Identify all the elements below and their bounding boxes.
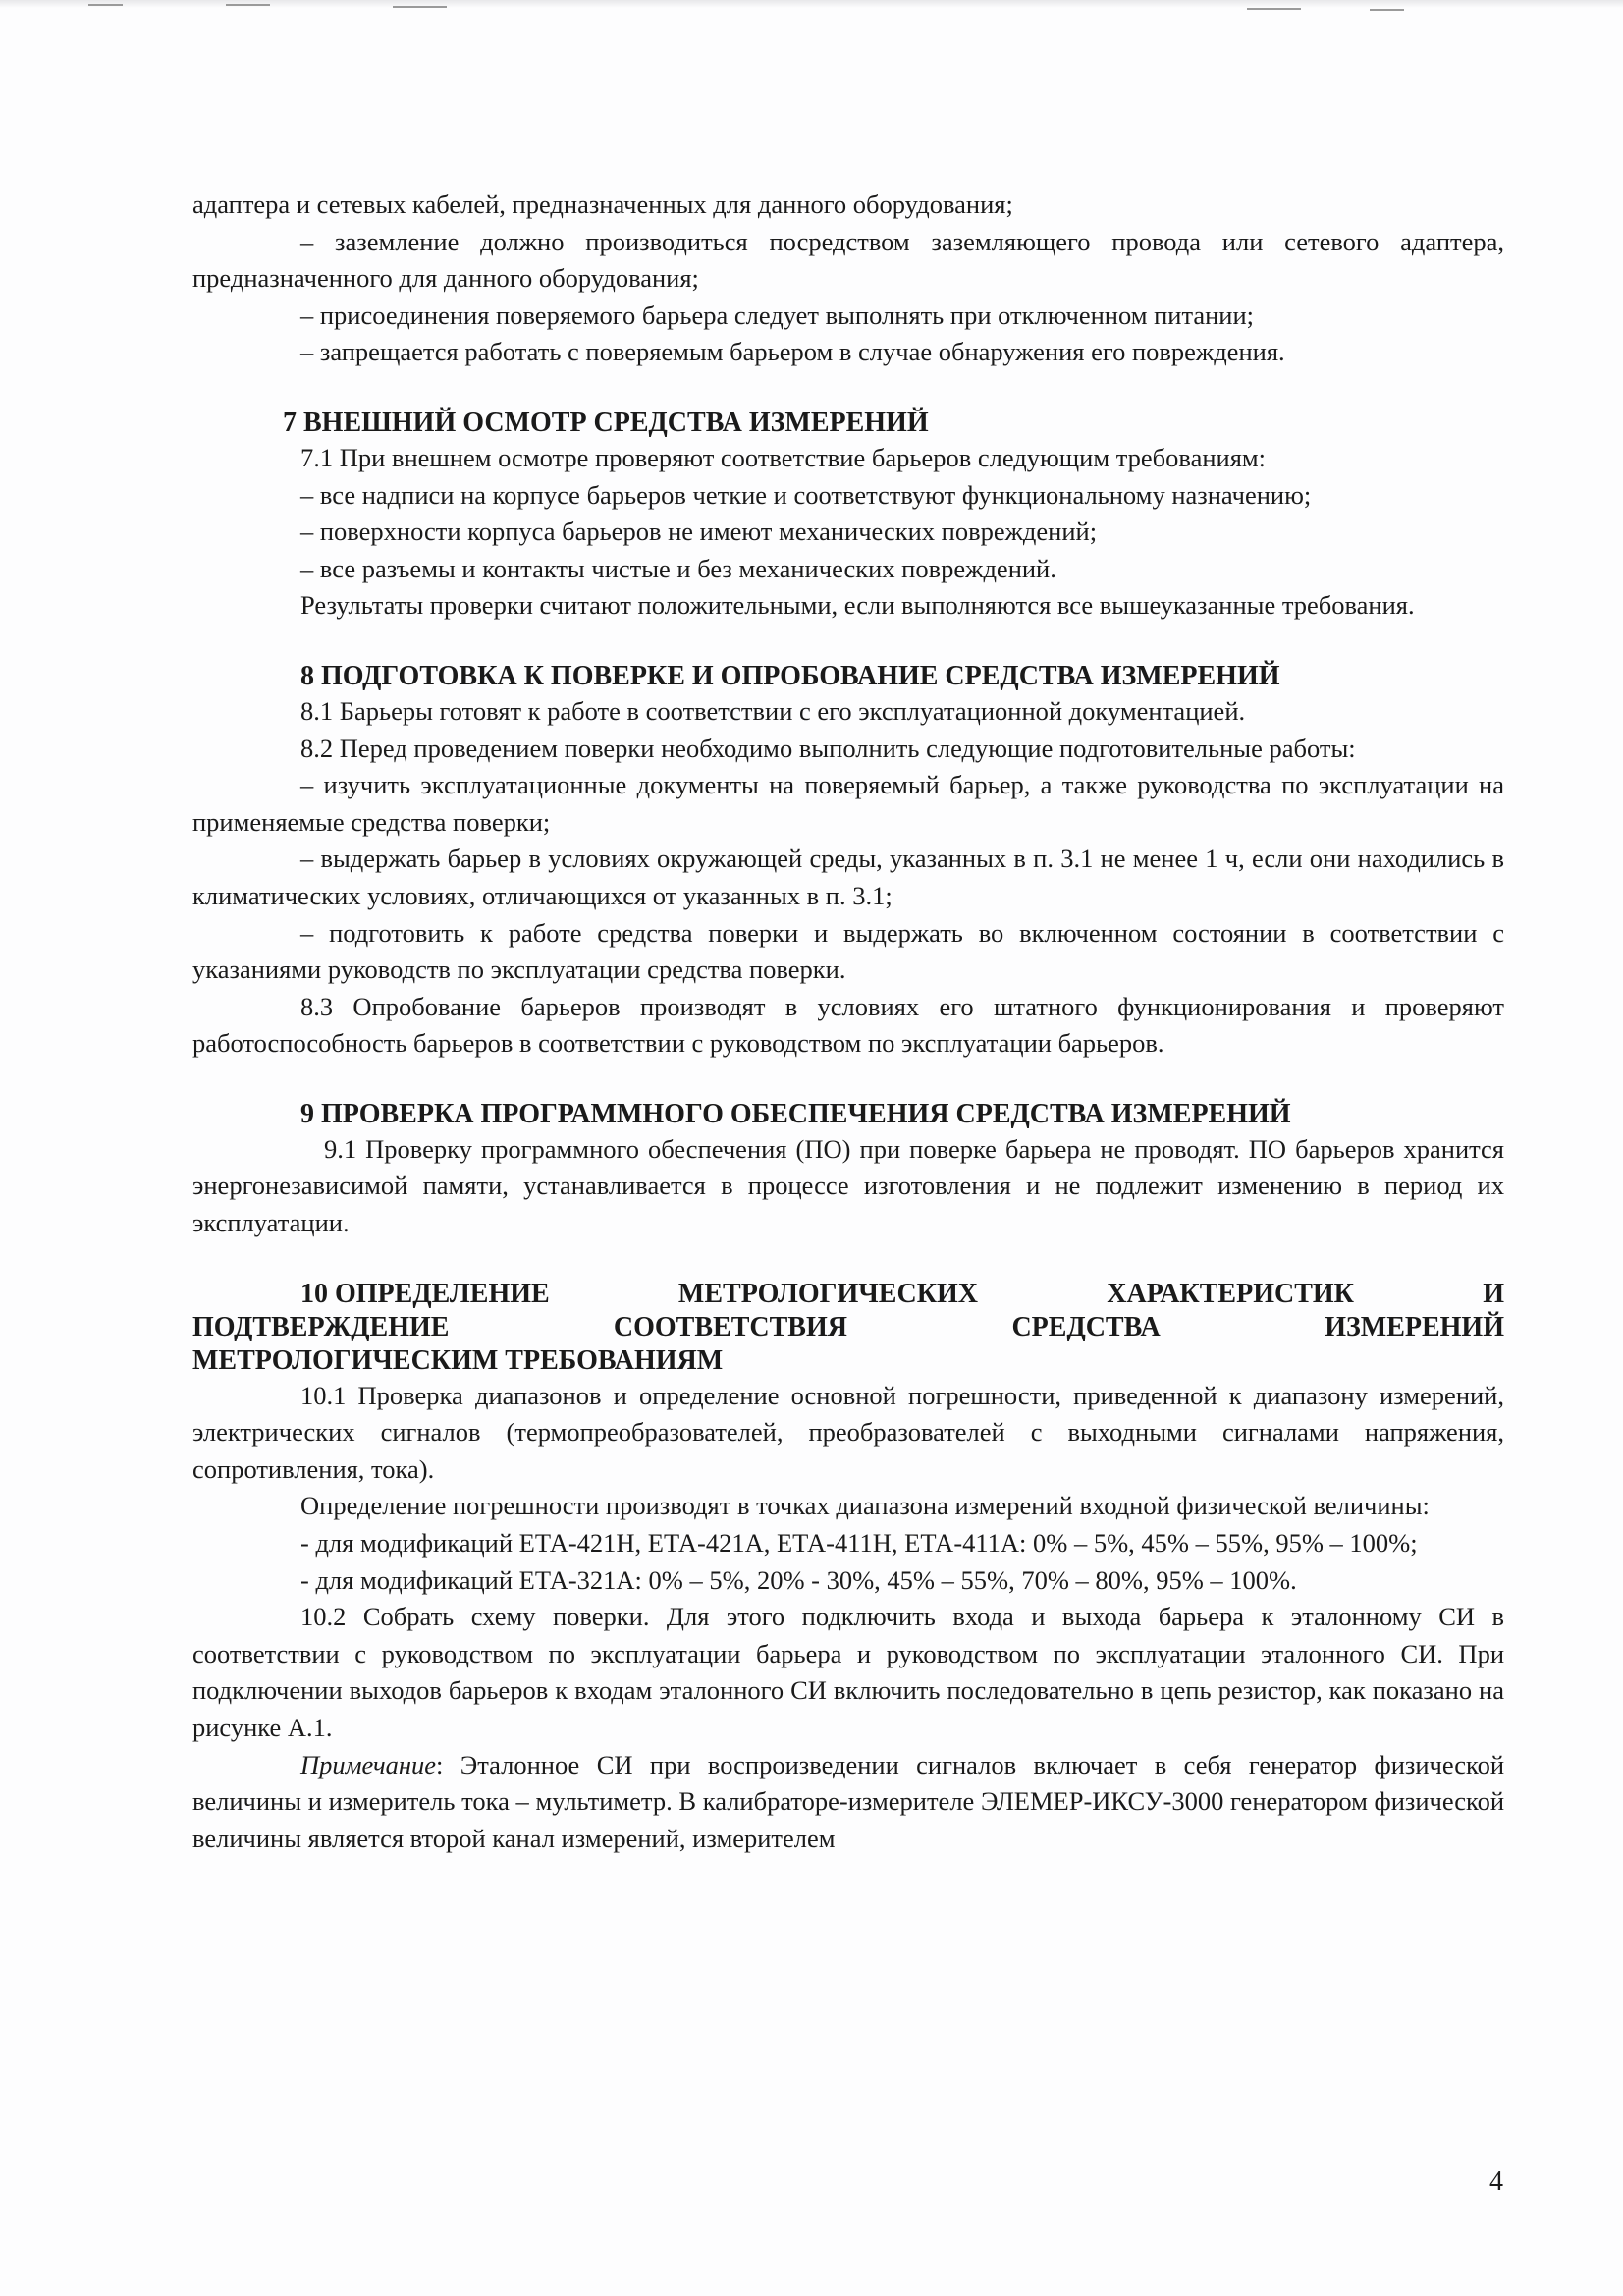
note-label: Примечание	[300, 1749, 437, 1779]
section-8-paragraph: – подготовить к работе средства поверки и выдержать во включенном состоянии в соответствии с указаниями руководств по эксплуатации средства поверки.	[192, 917, 1504, 985]
section-10-paragraph: 10.1 Проверка диапазонов и определение основной погрешности, приведенной к диапазону измерений, электрических сигналов (термопреобразователей, преобразователей с выходными сигналами напряжения, сопротивления, тока).	[192, 1380, 1504, 1484]
section-7-paragraph: – поверхности корпуса барьеров не имеют механических повреждений;	[300, 517, 1098, 547]
section-10-paragraph: 10.2 Собрать схему поверки. Для этого подключить входа и выхода барьера к эталонному СИ в соответствии с руководством по эксплуатации барьера и руководством по эксплуатации эталонного СИ. При подключении выходов барьеров к входам эталонного СИ включить последовательно в цепь резистор, как показано на рисунке А.1.	[192, 1602, 1504, 1742]
note-text: : Эталонное СИ при воспроизведении сигналов включает в себя генератор физической величины и измеритель тока – мультиметр. В калибраторе-измерителе ЭЛЕМЕР-ИКСУ-3000 генератором физической величины является второй канал измерений, измерителем	[192, 1749, 1504, 1853]
section-8-heading: 8 ПОДГОТОВКА К ПОВЕРКЕ И ОПРОБОВАНИЕ СРЕДСТВА ИЗМЕРЕНИЙ	[300, 660, 1280, 691]
section-10-paragraph: - для модификаций ЕТА-421Н, ЕТА-421А, ЕТА-411Н, ЕТА-411А: 0% – 5%, 45% – 55%, 95% – 100%;	[300, 1528, 1418, 1558]
section-8-paragraph: – изучить эксплуатационные документы на поверяемый барьер, а также руководства по эксплуатации на применяемые средства поверки;	[192, 770, 1504, 837]
intro-paragraph: – заземление должно производиться посредством заземляющего провода или сетевого адаптера, предназначенного для данного оборудования;	[192, 226, 1504, 294]
section-10-paragraph: Определение погрешности производят в точках диапазона измерений входной физической величины:	[300, 1491, 1430, 1521]
section-10-heading: 10 ОПРЕДЕЛЕНИЕ МЕТРОЛОГИЧЕСКИХ ХАРАКТЕРИСТИК И ПОДТВЕРЖДЕНИЕ СООТВЕТСТВИЯ СРЕДСТВА ИЗМЕРЕНИЙ МЕТРОЛОГИЧЕСКИМ ТРЕБОВАНИЯМ	[192, 1278, 1504, 1376]
section-10-note	[192, 1747, 1504, 1858]
section-9-paragraph: 9.1 Проверку программного обеспечения (ПО) при поверке барьера не проводят. ПО барьеров хранится энергонезависимой памяти, устанавливается в процессе изготовления и не подлежит изменению в период их эксплуатации.	[192, 1133, 1504, 1238]
intro-paragraph: адаптера и сетевых кабелей, предназначенных для данного оборудования;	[192, 190, 1013, 219]
section-7-paragraph: Результаты проверки считают положительными, если выполняются все вышеуказанные требования.	[300, 590, 1415, 621]
section-8-paragraph: 8.3 Опробование барьеров производят в условиях его штатного функционирования и проверяют работоспособность барьеров в соответствии с руководством по эксплуатации барьеров.	[192, 991, 1504, 1059]
section-8-paragraph: 8.1 Барьеры готовят к работе в соответствии с его эксплуатационной документацией.	[300, 695, 1246, 726]
scan-artifact	[1370, 9, 1404, 11]
page-number: 4	[1489, 2166, 1503, 2197]
scan-artifact	[88, 4, 123, 6]
scan-artifact	[226, 4, 270, 6]
intro-paragraph: – запрещается работать с поверяемым барьером в случае обнаружения его повреждения.	[300, 337, 1285, 367]
section-8-paragraph: – выдержать барьер в условиях окружающей среды, указанных в п. 3.1 не менее 1 ч, если они находились в климатических условиях, отличающихся от указанных в п. 3.1;	[192, 844, 1504, 910]
scan-artifact	[393, 6, 447, 8]
section-7-paragraph: 7.1 При внешнем осмотре проверяют соответствие барьеров следующим требованиям:	[300, 442, 1267, 472]
intro-paragraph: – присоединения поверяемого барьера следует выполнять при отключенном питании;	[300, 300, 1255, 330]
section-7-heading: 7 ВНЕШНИЙ ОСМОТР СРЕДСТВА ИЗМЕРЕНИЙ	[283, 407, 929, 438]
document-page	[192, 187, 1504, 1857]
section-10-paragraph: - для модификаций ЕТА-321А: 0% – 5%, 20% - 30%, 45% – 55%, 70% – 80%, 95% – 100%.	[300, 1564, 1297, 1595]
section-9-heading: 9 ПРОВЕРКА ПРОГРАММНОГО ОБЕСПЕЧЕНИЯ СРЕДСТВА ИЗМЕРЕНИЙ	[300, 1098, 1291, 1129]
section-7-paragraph: – все надписи на корпусе барьеров четкие и соответствуют функциональному назначению;	[300, 479, 1312, 510]
scan-artifact	[1247, 8, 1301, 10]
section-8-paragraph: 8.2 Перед проведением поверки необходимо выполнить следующие подготовительные работы:	[300, 733, 1356, 763]
section-7-paragraph: – все разъемы и контакты чистые и без механических повреждений.	[300, 553, 1056, 583]
